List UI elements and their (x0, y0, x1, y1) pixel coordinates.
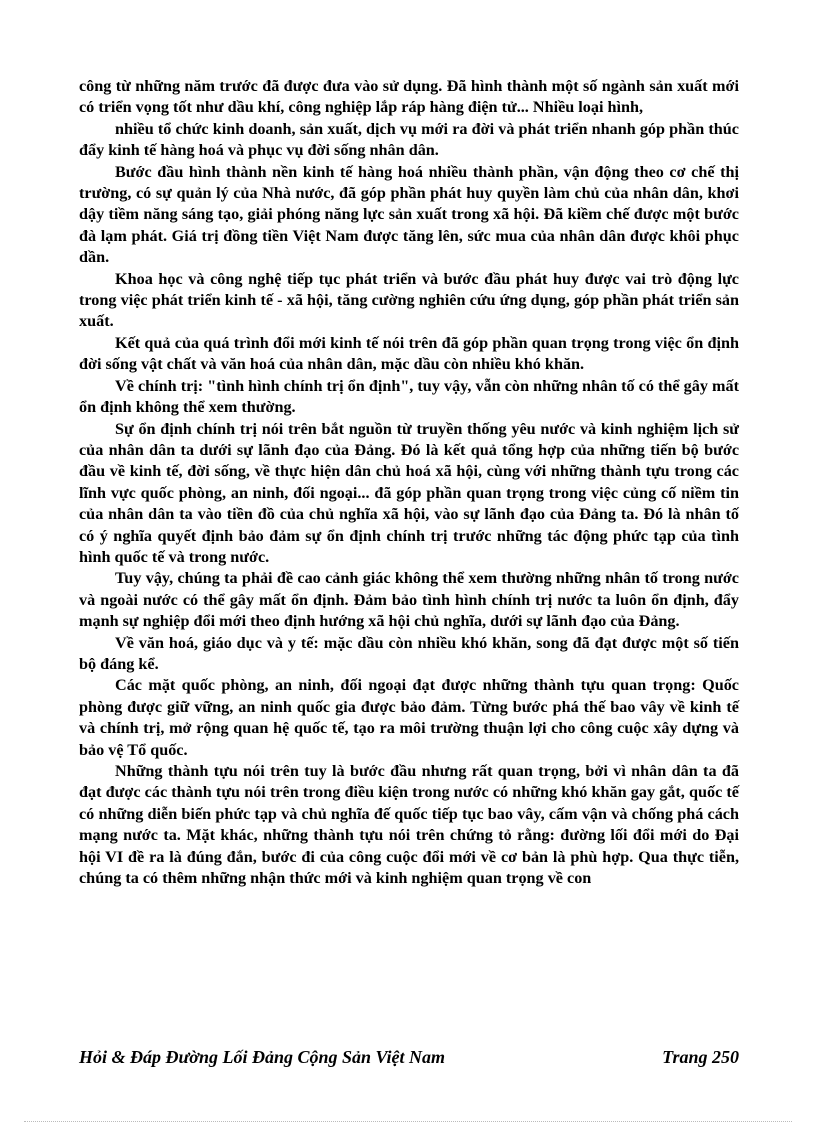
paragraph: Kết quả của quá trình đổi mới kinh tế nói trên đã góp phần quan trọng trong việc ổn định đời sống vật chất và văn hoá của nhân dân, mặc dầu còn nhiều khó khăn. (79, 333, 739, 374)
paragraph: Về văn hoá, giáo dục và y tế: mặc dầu còn nhiều khó khăn, song đã đạt được một số tiến bộ đáng kể. (79, 633, 739, 673)
paragraph: Sự ổn định chính trị nói trên bắt nguồn từ truyền thống yêu nước và kinh nghiệm lịch sử của nhân dân ta dưới sự lãnh đạo của Đảng. Đó là kết quả tổng hợp của những tiến bộ bước đầu về kinh tế, đời sống, về thực hiện dân chủ hoá xã hội, cùng với những thành tựu trong các lĩnh vực quốc phòng, an ninh, đối ngoại... đã góp phần quan trọng trong việc củng cố niềm tin của nhân dân ta vào tiền đồ của chủ nghĩa xã hội, vào sự lãnh đạo của Đảng ta. Đó là nhân tố có ý nghĩa quyết định bảo đảm sự ổn định chính trị trước những tác động phức tạp của tình hình quốc tế và trong nước. (79, 419, 739, 566)
book-title: Hỏi & Đáp Đường Lối Đảng Cộng Sản Việt Nam (79, 1047, 446, 1067)
page-footer (79, 1047, 739, 1068)
paragraph: Những thành tựu nói trên tuy là bước đầu nhưng rất quan trọng, bởi vì nhân dân ta đã đạt được các thành tựu nói trên trong điều kiện trong nước có những khó khăn gay gắt, quốc tế có những diễn biến phức tạp và chủ nghĩa đế quốc tiếp tục bao vây, cấm vận và chống phá cách mạng nước ta. Mặt khác, những thành tựu nói trên chứng tỏ rằng: đường lối đổi mới do Đại hội VI đề ra là đúng đắn, bước đi của công cuộc đổi mới về cơ bản là phù hợp. Qua thực tiễn, chúng ta có thêm những nhận thức mới và kinh nghiệm quan trọng về con (79, 762, 739, 888)
paragraph: nhiều tổ chức kinh doanh, sản xuất, dịch vụ mới ra đời và phát triển nhanh góp phần thúc đẩy kinh tế hàng hoá và phục vụ đời sống nhân dân. (79, 119, 739, 160)
page-edge-divider (24, 1121, 792, 1122)
paragraph: Các mặt quốc phòng, an ninh, đối ngoại đạt được những thành tựu quan trọng: Quốc phòng được giữ vững, an ninh quốc gia được bảo đảm. Từng bước phá thế bao vây về kinh tế và chính trị, mở rộng quan hệ quốc tế, tạo ra môi trường thuận lợi cho công cuộc xây dựng và bảo vệ Tổ quốc. (79, 676, 739, 759)
page-number: Trang 250 (662, 1047, 739, 1067)
document-body (79, 76, 739, 889)
paragraph: công từ những năm trước đã được đưa vào sử dụng. Đã hình thành một số ngành sản xuất mới có triển vọng tốt như dầu khí, công nghiệp lắp ráp hàng điện tử... Nhiều loại hình, (79, 77, 739, 117)
paragraph: Tuy vậy, chúng ta phải đề cao cảnh giác không thể xem thường những nhân tố trong nước và ngoài nước có thể gây mất ổn định. Đảm bảo tình hình chính trị nước ta luôn ổn định, đẩy mạnh sự nghiệp đổi mới theo định hướng xã hội chủ nghĩa, dưới sự lãnh đạo của Đảng. (79, 569, 739, 631)
paragraph: Về chính trị: "tình hình chính trị ổn định", tuy vậy, vẫn còn những nhân tố có thể gây mất ổn định không thể xem thường. (79, 376, 739, 417)
paragraph: Khoa học và công nghệ tiếp tục phát triển và bước đầu phát huy được vai trò động lực trong việc phát triển kinh tế - xã hội, tăng cường nghiên cứu ứng dụng, góp phần phát triển sản xuất. (79, 269, 739, 331)
paragraph: Bước đầu hình thành nền kinh tế hàng hoá nhiều thành phần, vận động theo cơ chế thị trường, có sự quản lý của Nhà nước, đã góp phần phát huy quyền làm chủ của nhân dân, khơi dậy tiềm năng sáng tạo, giải phóng năng lực sản xuất trong xã hội. Đã kiềm chế được một bước đà lạm phát. Giá trị đồng tiền Việt Nam được tăng lên, sức mua của nhân dân được khôi phục dần. (79, 162, 739, 267)
